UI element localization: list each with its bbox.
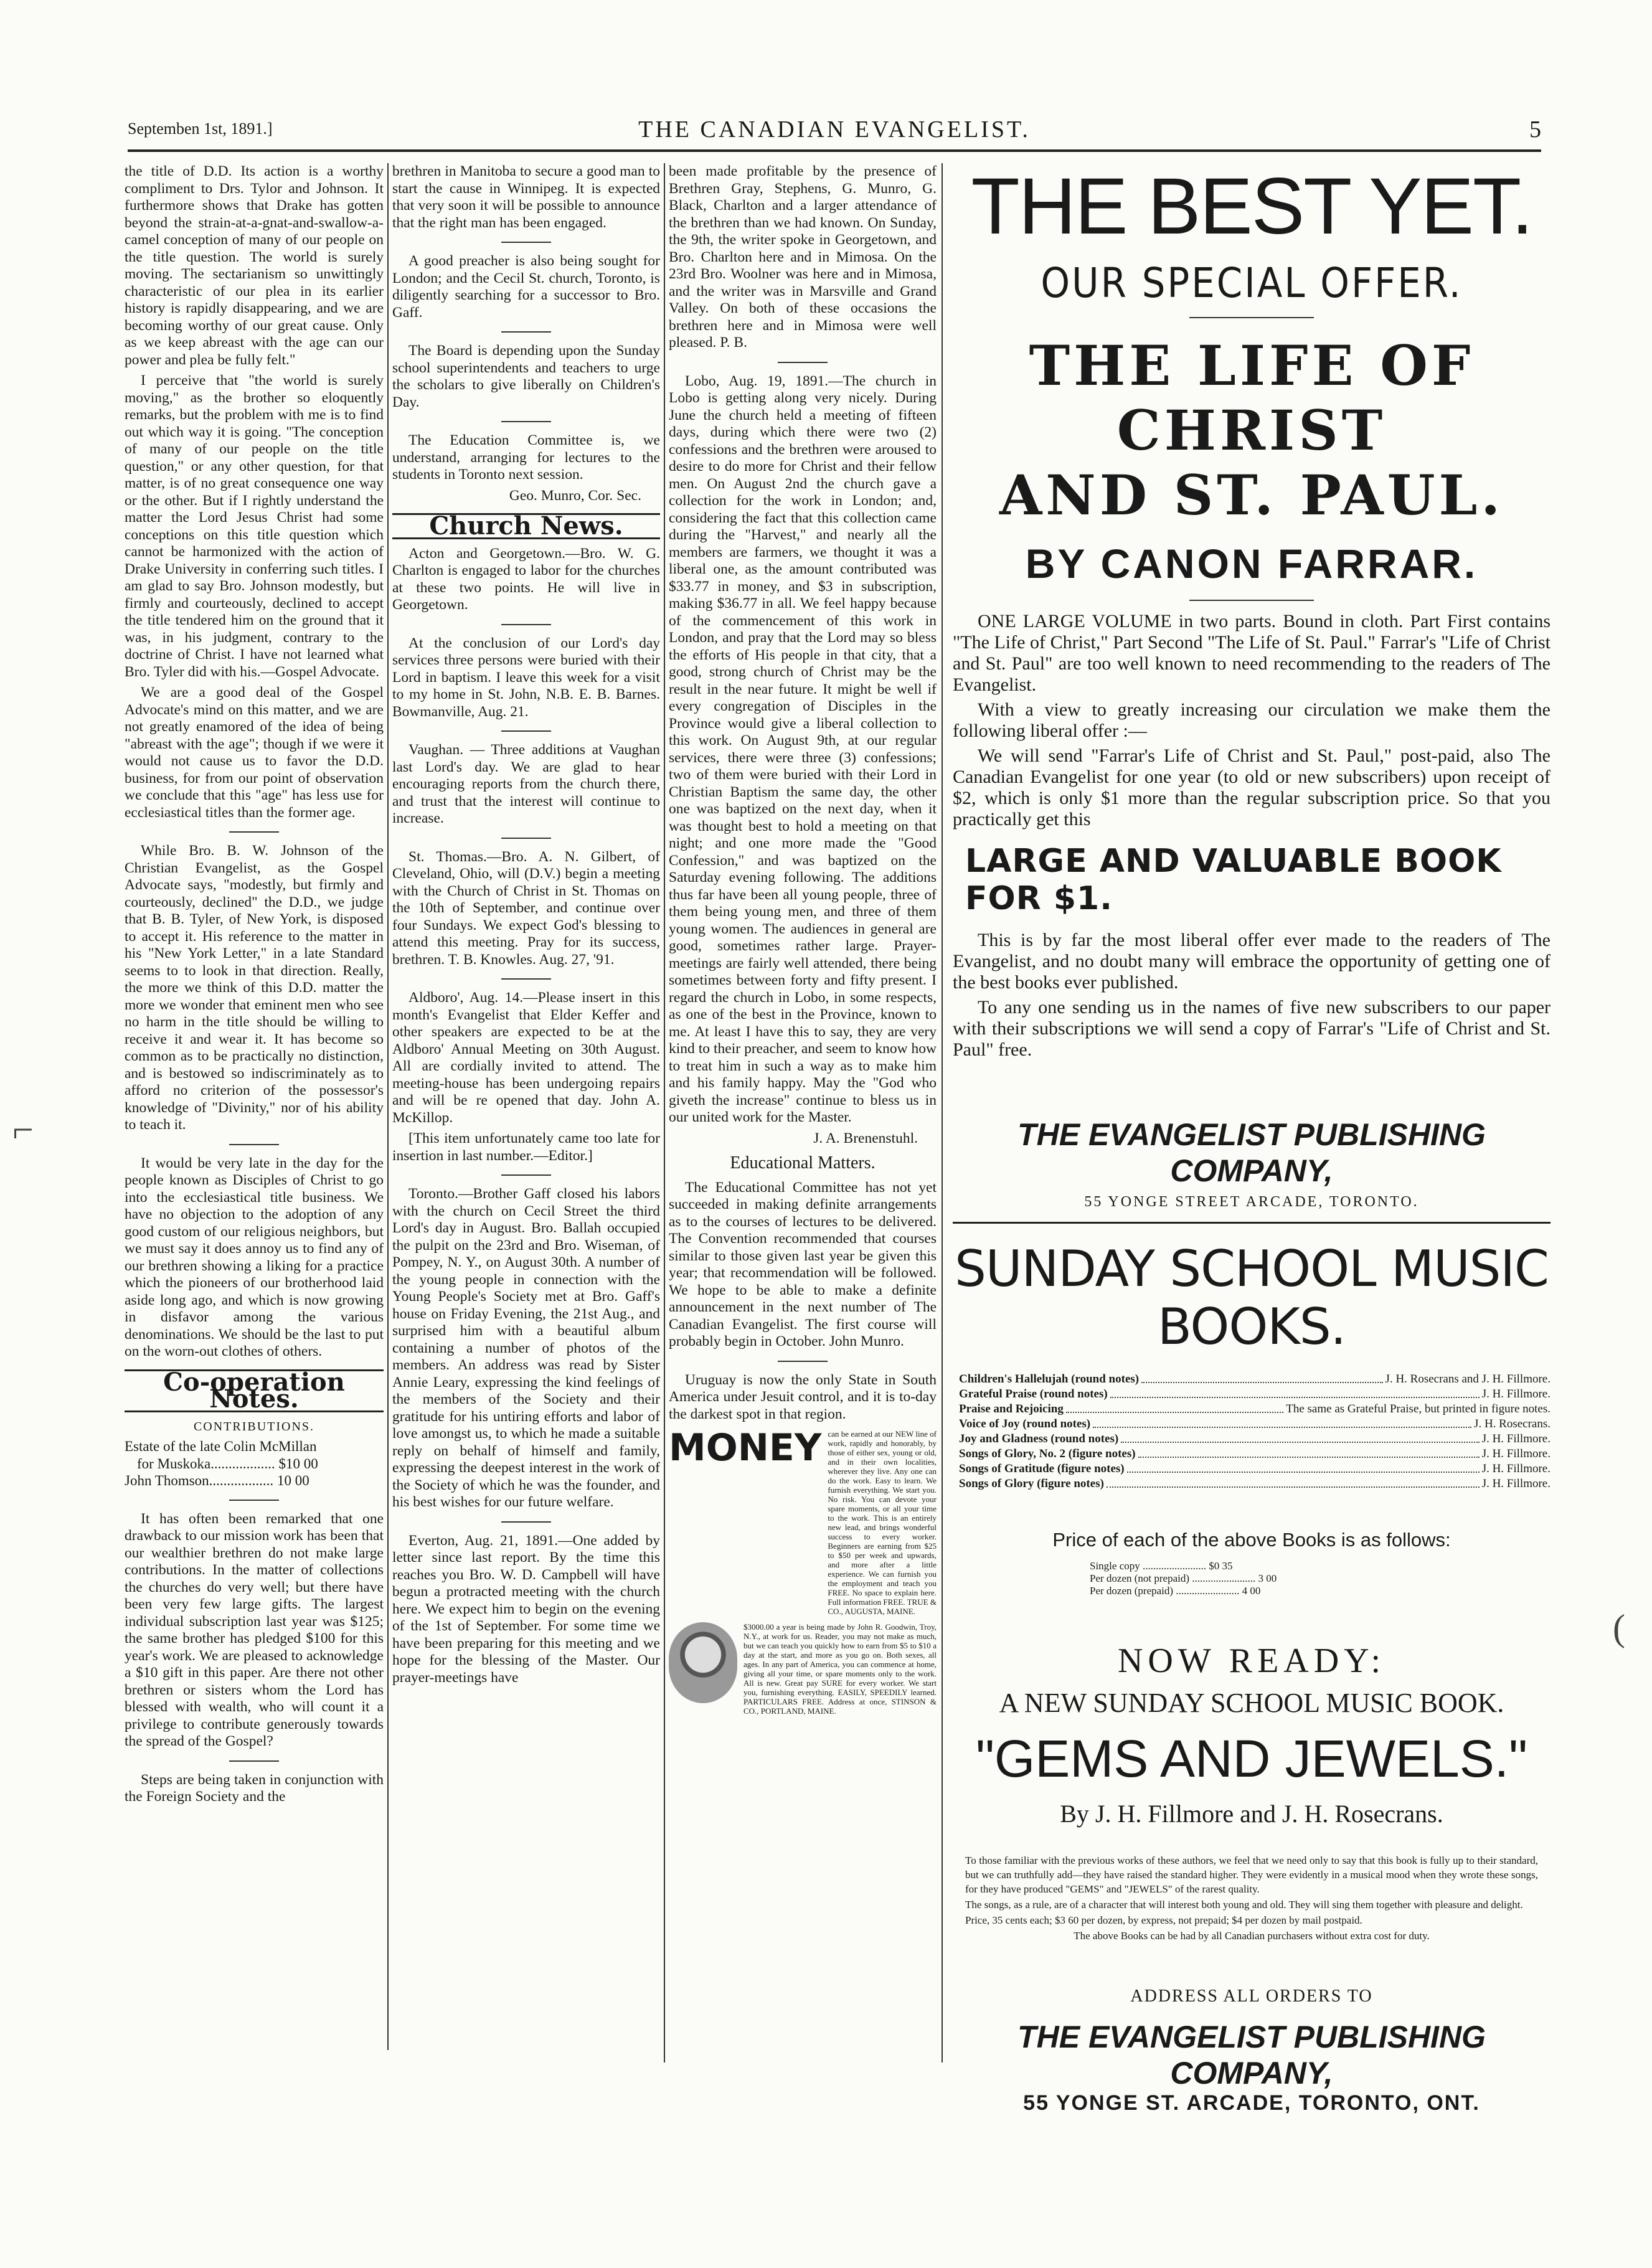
divider [229,1144,279,1145]
gems-description: The above Books can be had by all Canadian purchasers without extra cost for duty. [1074,1930,1430,1942]
portrait-ad-text: $3000.00 a year is being made by John R. Goodwin, Troy, N.Y., at work for us. Reader, you may not make as much, but we can teach you quickly how to earn from $5 to $10 a day at the start, and more as you go on. Both sexes, all ages. In any part of America, you can commence at home, giving all your time, or spare moments only to the work. All is new. Great pay SURE for every worker. We start you, furnishing everything. EASILY, SPEEDILY learned. PARTICULARS FREE. Address at once, STINSON & CO., PORTLAND, MAINE. [743,1622,937,1716]
address-orders-line: ADDRESS ALL ORDERS TO [1130,1987,1373,2006]
music-books-headline: SUNDAY SCHOOL MUSIC BOOKS. [955,1240,1549,1356]
divider [501,1521,551,1523]
article-paragraph: Steps are being taken in conjunction with the Foreign Society and the [125,1771,384,1805]
advertisement-column [953,162,1551,2115]
book-item: Grateful Praise (round notes) J. H. Fillmore. [959,1387,1551,1401]
column-rule [664,163,665,2062]
news-item: At the conclusion of our Lord's day services three persons were buried with their Lord in baptism. I leave this week for a visit to my home in St. John, N.B. E. B. Barnes. Bowmanville, Aug. 21. [392,635,660,720]
offer-paragraph: To any one sending us in the names of five new subscribers to our paper with their subscriptions we will send a copy of Farrar's "Life of Christ and St. Paul" free. [953,997,1551,1060]
contributions-subheading: CONTRIBUTIONS. [193,1419,315,1434]
article-paragraph: the title of D.D. Its action is a worthy compliment to Drs. Tylor and Johnson. It furthermore shows that Drake has gotten beyond the strain-at-a-gnat-and-swallow-a-camel conception of many of our people on the title question. The world is surely moving. The sectarianism so unwittingly characteristic of our plea in its earlier history is rapidly disappearing, and we are becoming worthy of our great cause. Only as we keep abreast with the age can our power and plea be fully felt." [125,163,384,368]
divider [501,242,551,243]
column-2 [392,163,660,2062]
author-line: BY CANON FARRAR. [1025,541,1478,587]
special-offer-headline: OUR SPECIAL OFFER. [1041,259,1463,307]
article-paragraph: The Education Committee is, we understand, arranging for lectures to the students in Toronto next session. [392,432,660,483]
gems-description: The songs, as a rule, are of a character that will interest both young and old. They will sing them together with pleasure and delight. [965,1899,1523,1911]
page-number: 5 [1529,116,1541,143]
book-price-headline: LARGE AND VALUABLE BOOK FOR $1. [965,843,1502,917]
news-item: Aldboro', Aug. 14.—Please insert in this month's Evangelist that Elder Keffer and other speakers are expected to be at the Aldboro' Annual Meeting on 30th August. All are cordially invited to attend. The meeting-house has been undergoing repairs and will be re opened that day. John A. McKillop. [392,990,660,1126]
book-item: Voice of Joy (round notes) J. H. Rosecrans. [959,1417,1551,1430]
article-paragraph: brethren in Manitoba to secure a good man to start the cause in Winnipeg. It is expected that very soon it will be possible to announce that the right man has been engaged. [392,163,660,231]
signature: J. A. Brenenstuhl. [813,1130,918,1146]
offer-paragraph: We will send "Farrar's Life of Christ and St. Paul," post-paid, also The Canadian Evangelist for one year (to old or new subscribers) upon receipt of $2, which is only $1 more than the regular subscription price. So that you practically get this [953,745,1551,829]
news-item: Toronto.—Brother Gaff closed his labors with the church on Cecil Street the third Lord's day in August. Bro. Ballah occupied the pulpit on the 23rd and Bro. Wiseman, of Pompey, N. Y., on August 30th. A number of the young people in connection with the Young People's Society met at Bro. Gaff's house on Friday Evening, the 21st Aug., and surprised him with a beautiful album containing a number of photos of the members. An address was read by Sister Annie Leary, expressing the kind feelings of the members of the Society and their gratitude for his untiring efforts and labor of love amongst us, to which he made a suitable reply on behalf of himself and family, expressing the deepest interest in the work of the Society of which he was the founder, and his best wishes for our future welfare. [392,1186,660,1510]
divider [229,1500,279,1501]
divider [501,838,551,839]
price-item: Single copy ........................ $0 35 [1090,1560,1233,1572]
contribution-item: Estate of the late Colin McMillan [125,1439,317,1454]
divider [778,362,828,363]
gems-description: Price, 35 cents each; $3 60 per dozen, by express, not prepaid; $4 per dozen by mail postpaid. [965,1914,1362,1926]
editor-note: [This item unfortunately came too late for insertion in last number.—Editor.] [392,1130,660,1164]
divider [778,1361,828,1362]
money-headline: MONEY [669,1426,822,1470]
news-item: Acton and Georgetown.—Bro. W. G. Charlton is engaged to labor for the churches at these two points. He will live in Georgetown. [392,545,660,613]
column-1 [125,163,384,2031]
now-ready-headline: NOW READY: [1117,1642,1386,1680]
news-item: Vaughan. — Three additions at Vaughan last Lord's day. We are glad to hear encouraging reports from the church there, and trust that the interest will continue to increase. [392,742,660,826]
book-item: Joy and Gladness (round notes) J. H. Fillmore. [959,1432,1551,1445]
publisher-address: 55 YONGE STREET ARCADE, TORONTO. [1084,1194,1419,1210]
page-header [128,112,1541,152]
book-item: Praise and Rejoicing The same as Grateful Praise, but printed in figure notes. [959,1402,1551,1415]
coop-notes-heading: Co-operation Notes. [125,1369,384,1412]
portrait-advertisement [669,1622,937,1716]
gems-authors: By J. H. Fillmore and J. H. Rosecrans. [1060,1800,1443,1828]
signature: Geo. Munro, Cor. Sec. [509,487,641,504]
offer-paragraph: With a view to greatly increasing our circulation we make them the following liberal offer :— [953,699,1551,741]
divider [1189,600,1314,601]
divider [229,831,279,833]
offer-paragraph: This is by far the most liberal offer ever made to the readers of The Evangelist, and no doubt many will embrace the opportunity of getting one of the best books ever published. [953,930,1551,993]
article-paragraph: I perceive that "the world is surely moving," as the brother so eloquently remarks, but the problem with me is to find out which way it is going. "The conception of many of our people on the title question," or any other question, for that matter, is of no great consequence one way or the other. But if I rightly understand the matter the Lord Jesus Christ had some conceptions on this title question which cannot be harmonized with the action of Drake University in conferring such titles. I am glad to say Bro. Johnson modestly, but firmly and courteously, declined to accept the title tendered him on the ground that it was, in his judgment, contrary to the doctrine of Christ. I have not learned what Bro. Tyler did with his.—Gospel Advocate. [125,372,384,680]
gems-and-jewels-title: "GEMS AND JEWELS." [976,1729,1527,1788]
price-item: Per dozen (not prepaid) ........................ 3 00 [1090,1572,1277,1584]
divider [501,978,551,980]
book-item: Songs of Gratitude (figure notes) J. H. Fillmore. [959,1462,1551,1475]
book-item: Songs of Glory (figure notes) J. H. Fillmore. [959,1477,1551,1490]
divider [229,1760,279,1762]
educational-matters-heading: Educational Matters. [730,1153,876,1173]
article-paragraph: been made profitable by the presence of Brethren Gray, Stephens, G. Munro, G. Black, Charlton and a larger attendance of the brethren than we had known. On Sunday, the 9th, the writer spoke in Georgetown, and Bro. Charlton here and in Mimosa. On the 23rd Bro. Woolner was here and in Mimosa, and the writer was in Marsville and Grand Valley. On both of these occasions the brethren here and in Mimosa were well pleased. P. B. [669,163,937,351]
header-date: Septemben 1st, 1891.] [128,120,273,138]
gems-description: To those familiar with the previous works of these authors, we feel that we need only to say that this book is fully up to their standard, but we can truthfully add—they have raised the standard higher. They were evidently in a musical mood when they wrote these songs, for they have produced "GEMS" and "JEWELS" of the rarest quality. [965,1855,1538,1895]
news-item: St. Thomas.—Bro. A. N. Gilbert, of Cleveland, Ohio, will (D.V.) begin a meeting with the Church of Christ in St. Thomas on the 10th of September, and continue over four Sundays. We expect God's blessing to attend this meeting. Pray for its success, brethren. T. B. Knowles. Aug. 27, '91. [392,848,660,968]
music-book-list [959,1372,1551,1491]
article-paragraph: A good preacher is also being sought for London; and the Cecil St. church, Toronto, is diligently searching for a successor to Bro. Gaff. [392,253,660,321]
money-advertisement [669,1426,937,1616]
divider [501,421,551,422]
publisher-name: THE EVANGELIST PUBLISHING COMPANY, [1017,1117,1486,1188]
article-paragraph: The Educational Committee has not yet succeeded in making definite arrangements as to the courses of lectures to be delivered. The Convention recommended that courses similar to those given last year be given this year; that recommendation will be followed. We hope to be able to make a definite announcement in the next number of The Canadian Evangelist. The first course will probably begin in October. John Munro. [669,1179,937,1349]
divider [501,730,551,732]
portrait-image [669,1622,737,1703]
article-paragraph: The Board is depending upon the Sunday school superintendents and teachers to urge the scholars to give liberally on Children's Day. [392,343,660,410]
column-rule [942,163,943,2062]
new-music-book-line: A NEW SUNDAY SCHOOL MUSIC BOOK. [999,1688,1504,1718]
price-list [1090,1560,1551,1597]
contribution-item: for Muskoka.................. $10 00 [137,1455,318,1472]
divider [501,624,551,625]
book-item: Children's Hallelujah (round notes) J. H. Rosecrans and J. H. Fillmore. [959,1373,1551,1386]
article-paragraph: It has often been remarked that one drawback to our mission work has been that our wealthier brethren do not make large contributions. In the matter of collections the churches do very well; but there have been very few large gifts. The largest individual subscription last year was $125; the same brother has pledged $100 for this year's work. We are pleased to acknowledge a $10 gift in this paper. Are there not other brethren or sisters whom the Lord has blessed with wealth, who will count it a privilege to contribute generously towards the spread of the Gospel? [125,1510,384,1749]
page-edge-mark: ( [1613,1607,1625,1648]
newspaper-title: THE CANADIAN EVANGELIST. [638,116,1031,143]
article-paragraph: We are a good deal of the Gospel Advocate's mind on this matter, and we are not greatly enamored of the idea of being "abreast with the age"; though if we were it would not cause us to favor the D.D. business, for from our point of observation we conclude that this "age" has less use for ecclesiastical titles than the former age. [125,684,384,821]
best-yet-headline: THE BEST YET. [971,162,1532,251]
price-heading: Price of each of the above Books is as follows: [1052,1529,1451,1551]
article-paragraph: While Bro. B. W. Johnson of the Christian Evangelist, as the Gospel Advocate says, "modestly, but firmly and courteously, declined" the D.D., we judge that B. B. Tyler, of New York, is disposed to accept it. His reference to the matter in his "New York Letter," in a late Standard seems to to look in that direction. Really, the more we think of this D.D. matter the more we wonder that eminent men who see no harm in the title should be willing to receive it and wear it. It has become so common as to be practically no distinction, and is bestowed so indiscriminately as to afford no criterion of the possessor's knowledge of "Divinity," nor of his ability to teach it. [125,843,384,1133]
news-item: Everton, Aug. 21, 1891.—One added by letter since last report. By the time this reaches you Bro. W. D. Campbell will have begun a protracted meeting with the church here. We expect him to begin on the evening of the 1st of September. For some time we have been preparing for this meeting and we hope for the blessing of the Master. Our prayer-meetings have [392,1532,660,1686]
publisher-address: 55 YONGE ST. ARCADE, TORONTO, ONT. [1023,2091,1480,2115]
divider [1189,317,1314,318]
publisher-name: THE EVANGELIST PUBLISHING COMPANY, [1017,2020,1486,2091]
article-paragraph: It would be very late in the day for the people known as Disciples of Christ to go into the ecclesiastical title business. We have no objection to the adoption of any good custom of our religious neighbors, but we must say it does annoy us to find any of our brethren showing a liking for a practice which the pioneers of our brotherhood laid aside long ago, and which is now growing in disfavor among the various denominations. We should be the last to put on the worn-out clothes of others. [125,1155,384,1359]
church-news-heading: Church News. [392,513,660,539]
contribution-item: John Thomson.................. 10 00 [125,1473,309,1488]
price-item: Per dozen (prepaid) ........................ 4 00 [1090,1585,1261,1597]
divider [501,1174,551,1176]
article-paragraph: Lobo, Aug. 19, 1891.—The church in Lobo is getting along very nicely. During June the church held a meeting of fifteen days, during which there were two (2) confessions and the brethren were aroused to desire to do more for Christ and their fellow men. On August 2nd the church gave a collection for the work in London; and, considering the fact that this collection came during the "Harvest," and nearly all the members are farmers, we thought it was a liberal one, as the amount contributed was $33.77 in money, and $3 in subscription, making $36.77 in all. We feel happy because of the commencement of this work in London, and pray that the Lord may so bless the efforts of His people in that city, that a good, strong church of Christ may be the result in the near future. It might be well if every congregation of Disciples in the Province would give a liberal collection to this work. On August 9th, at our regular services, there were three (3) confessions; two of them were buried with their Lord in Christian Baptism the same day, the other one was baptized on the next day, when it was thought best to hold a meeting on that night; and one more made the "Good Confession," and was baptized on the Saturday evening following. The additions thus far have been all young people, three of them being young men, and three of them young women. The audiences in general are good, sometimes rather large. Prayer-meetings are fairly well attended, there being sometimes between forty and fifty present. I regard the church in Lobo, in some respects, as one of the best in the Province, known to me. At least I have this to say, they are very kind to their preacher, and seem to know how to treat him in such a way as to make him and his family happy. May the "God who giveth the increase" continue to bless us in our united work for the Master. [669,372,937,1125]
offer-paragraph: ONE LARGE VOLUME in two parts. Bound in cloth. Part First contains "The Life of Christ," Part Second "The Life of St. Paul." Farrar's "Life of Christ and St. Paul" are too well known to need recommending to the readers of The Evangelist. [953,611,1551,695]
book-item: Songs of Glory, No. 2 (figure notes) J. H. Fillmore. [959,1447,1551,1460]
divider [501,331,551,333]
column-rule [387,163,389,2050]
page-edge-mark: ⌐ [12,1109,34,1150]
money-ad-text: can be earned at our NEW line of work, rapidly and honorably, by those of either sex, young or old, and in their own localities, wherever they live. Any one can do the work. Easy to learn. We furnish everything. We start you. No risk. You can devote your spare moments, or all your time to the work. This is an entirely new lead, and brings wonderful success to every worker. Beginners are earning from $25 to $50 per week and upwards, and more after a little experience. We can furnish you the employment and teach you FREE. No space to explain here. Full information FREE. TRUE & CO., AUGUSTA, MAINE. [828,1429,937,1616]
article-paragraph: Uruguay is now the only State in South America under Jesuit control, and it is to-day the darkest spot in that region. [669,1371,937,1422]
life-of-christ-title: THE LIFE OF CHRIST AND ST. PAUL. [999,333,1504,527]
divider [953,1222,1551,1224]
column-3 [669,163,937,2062]
